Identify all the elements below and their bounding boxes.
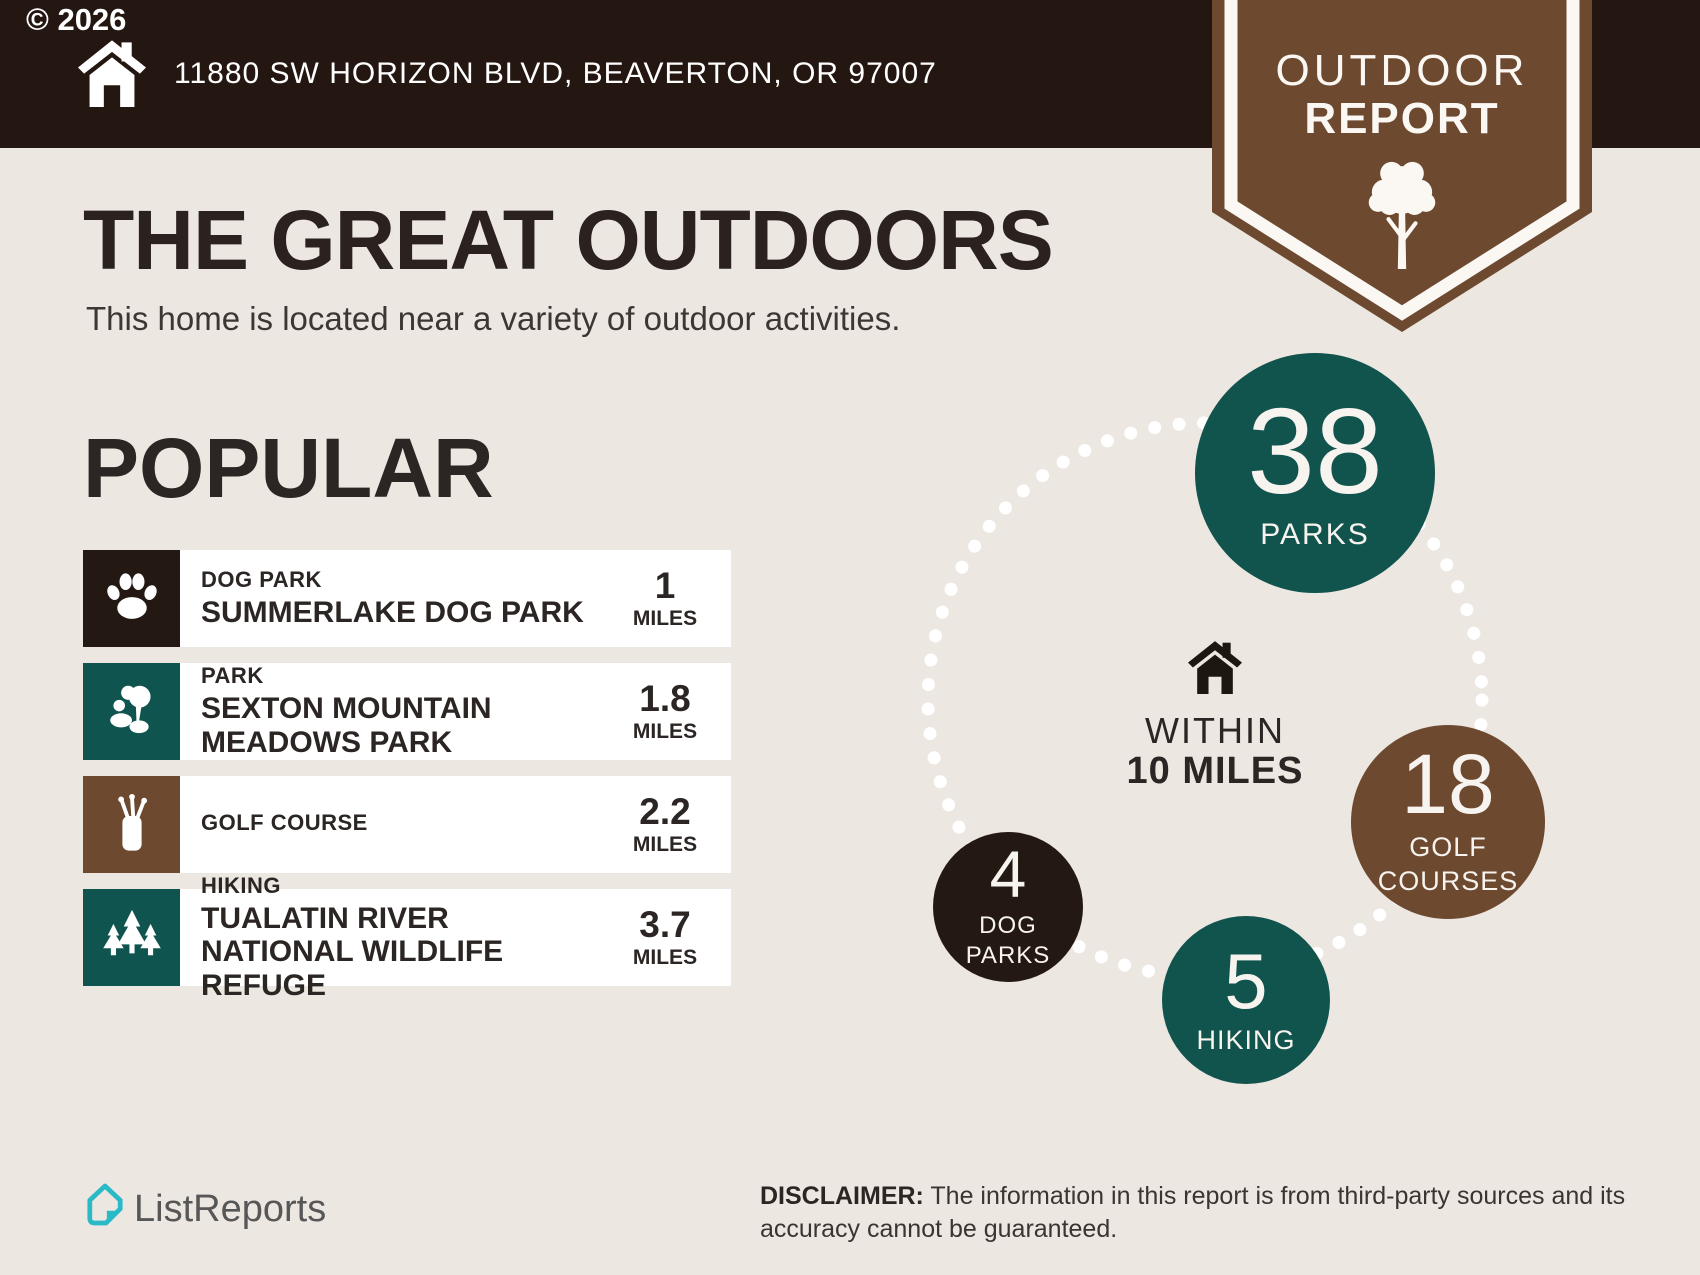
item-category: DOG PARK: [201, 567, 322, 593]
bubble-golf-courses: [1351, 725, 1545, 919]
distance-unit: MILES: [632, 606, 698, 630]
distance-unit: MILES: [632, 719, 698, 743]
park-icon: [83, 663, 180, 760]
listreports-logo-icon: [86, 1181, 124, 1229]
within-label: WITHIN: [1145, 710, 1285, 751]
golf-label: GOLF COURSES: [1377, 832, 1519, 896]
list-item-dog-park: [83, 550, 731, 647]
popular-heading: POPULAR: [83, 421, 494, 515]
golf-bag-icon: [83, 776, 180, 873]
item-category: HIKING: [201, 872, 281, 898]
ribbon-title-line1: OUTDOOR: [1275, 46, 1529, 95]
bubble-hiking: [1162, 916, 1330, 1084]
dog-parks-count: 4: [989, 837, 1027, 912]
ribbon-title-line2: REPORT: [1304, 94, 1500, 143]
item-name: SEXTON MOUNTAIN MEADOWS PARK: [201, 692, 492, 759]
distance-value: 2.2: [639, 790, 691, 832]
parks-label: PARKS: [1260, 517, 1370, 551]
list-item-text: [180, 550, 605, 647]
list-item-text: [180, 872, 605, 1002]
list-item-text: [180, 663, 605, 760]
item-distance: [605, 550, 731, 647]
distance-value: 1.8: [639, 677, 691, 719]
list-item-park: [83, 663, 731, 760]
item-category: PARK: [201, 663, 264, 689]
bubble-parks: [1195, 353, 1435, 593]
page-title: THE GREAT OUTDOORS: [83, 193, 1053, 287]
item-name: SUMMERLAKE DOG PARK: [201, 596, 584, 630]
distance-value: 1: [654, 564, 676, 606]
paw-icon: [83, 550, 180, 647]
item-name: TUALATIN RIVER NATIONAL WILDLIFE REFUGE: [201, 901, 504, 1002]
dog-parks-label: DOG PARKS: [965, 911, 1051, 969]
parks-count: 38: [1247, 383, 1383, 520]
distance-unit: MILES: [632, 832, 698, 856]
golf-count: 18: [1401, 737, 1495, 832]
page-subtitle: This home is located near a variety of outdoor activities.: [86, 300, 901, 337]
home-icon: [78, 33, 146, 113]
bubble-dog-parks: [933, 832, 1083, 982]
list-item-golf-course: [83, 776, 731, 873]
distance-unit: MILES: [632, 945, 698, 969]
disclaimer-label: DISCLAIMER:: [760, 1182, 924, 1210]
copyright-watermark: © 2026: [26, 2, 127, 37]
tree-icon: [1350, 156, 1454, 276]
house-icon: [1186, 640, 1244, 694]
item-distance: [605, 663, 731, 760]
item-distance: [605, 889, 731, 986]
property-address: 11880 SW HORIZON BLVD, BEAVERTON, OR 97007: [174, 57, 937, 90]
item-category: GOLF COURSE: [201, 810, 368, 835]
disclaimer-text: The information in this report is from third-party sources and its accuracy cannot be guaranteed.: [760, 1182, 1626, 1244]
within-distance: 10 MILES: [1126, 750, 1304, 792]
brand-name: ListReports: [134, 1188, 327, 1230]
list-item-hiking: [83, 872, 731, 1002]
distance-value: 3.7: [639, 903, 691, 945]
item-distance: [605, 776, 731, 873]
disclaimer: [760, 1180, 1640, 1247]
list-item-text: [180, 776, 605, 873]
hiking-count: 5: [1224, 937, 1268, 1026]
hiking-label: HIKING: [1196, 1024, 1296, 1055]
pine-trees-icon: [83, 889, 180, 986]
